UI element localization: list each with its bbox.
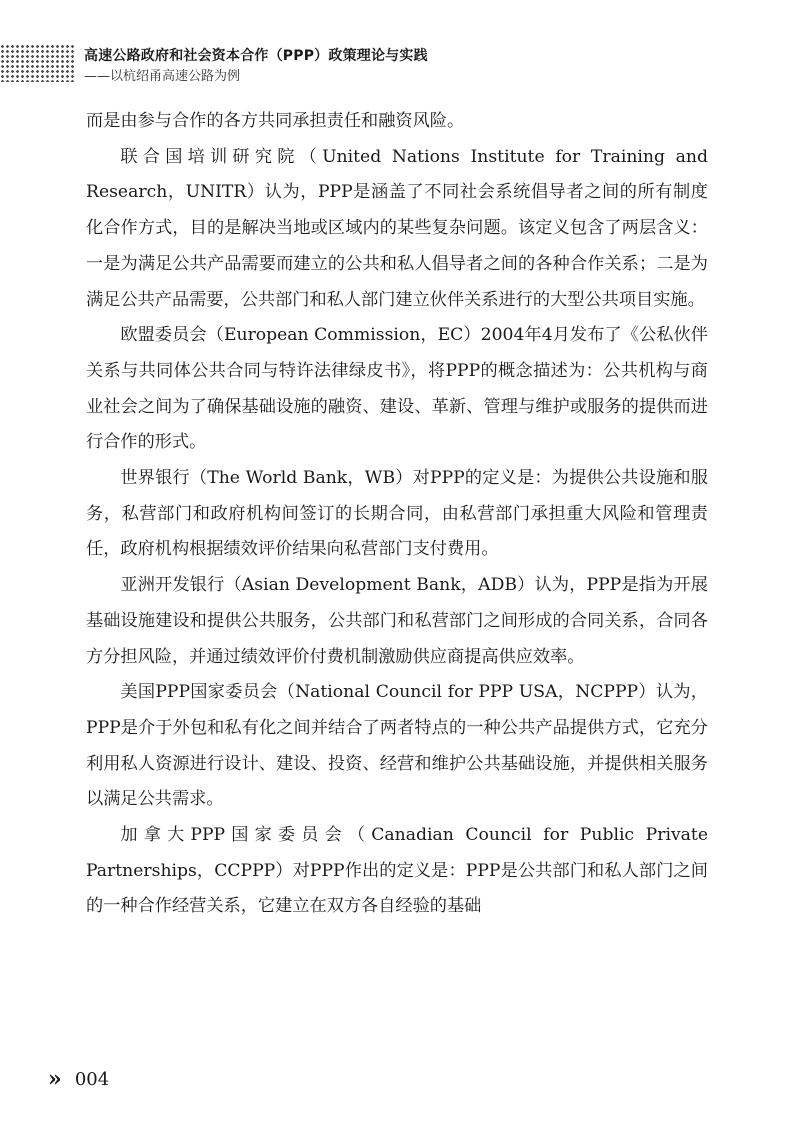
header-dot-pattern-decoration <box>0 44 76 82</box>
paragraph-ncppp-definition: 美国PPP国家委员会（National Council for PPP USA，NCPPP）认为，PPP是介于外包和私有化之间并结合了两者特点的一种公共产品提供方式，它充分利用私人资源进行设计、建设、投资、经营和维护公共基础设施，并提供相关服务以满足公共需求。 <box>86 682 708 810</box>
page-number: 004 <box>74 1068 110 1090</box>
paragraph-ec-definition: 欧盟委员会（European Commission，EC）2004年4月发布了《公私伙伴关系与共同体公共合同与特许法律绿皮书》，将PPP的概念描述为：公共机构与商业社会之间为了确保基础设施的融资、建设、革新、管理与维护或服务的提供而进行合作的形式。 <box>86 325 708 453</box>
paragraph-unitr-definition: 联合国培训研究院（United Nations Institute for Training and Research，UNITR）认为，PPP是涵盖了不同社会系统倡导者之间的所有制度化合作方式，目的是解决当地或区域内的某些复杂问题。该定义包含了两层含义：一是为满足公共产品需要而建立的公共和私人倡导者之间的各种合作关系；二是为满足公共产品需要，公共部门和私人部门建立伙伴关系进行的大型公共项目实施。 <box>86 146 708 310</box>
paragraph-adb-definition: 亚洲开发银行（Asian Development Bank，ADB）认为，PPP是指为开展基础设施建设和提供公共服务，公共部门和私营部门之间形成的合同关系，合同各方分担风险，并通过绩效评价付费机制激励供应商提高供应效率。 <box>86 575 708 667</box>
book-subtitle: ——以杭绍甬高速公路为例 <box>84 69 241 84</box>
chevron-right-icon: » <box>48 1066 62 1092</box>
page-footer <box>48 1066 109 1096</box>
paragraph-worldbank-definition: 世界银行（The World Bank，WB）对PPP的定义是：为提供公共设施和服务，私营部门和政府机构间签订的长期合同，由私营部门承担重大风险和管理责任，政府机构根据绩效评价结果向私营部门支付费用。 <box>86 468 708 560</box>
paragraph-ccppp-definition: 加拿大PPP国家委员会（Canadian Council for Public Private Partnerships，CCPPP）对PPP作出的定义是：PPP是公共部门和私人部门之间的一种合作经营关系，它建立在双方各自经验的基础 <box>86 825 708 917</box>
paragraph-continued: 而是由参与合作的各方共同承担责任和融资风险。 <box>86 111 465 131</box>
book-title: 高速公路政府和社会资本合作（PPP）政策理论与实践 <box>84 48 428 64</box>
page-body <box>86 104 708 925</box>
running-header <box>0 40 790 86</box>
